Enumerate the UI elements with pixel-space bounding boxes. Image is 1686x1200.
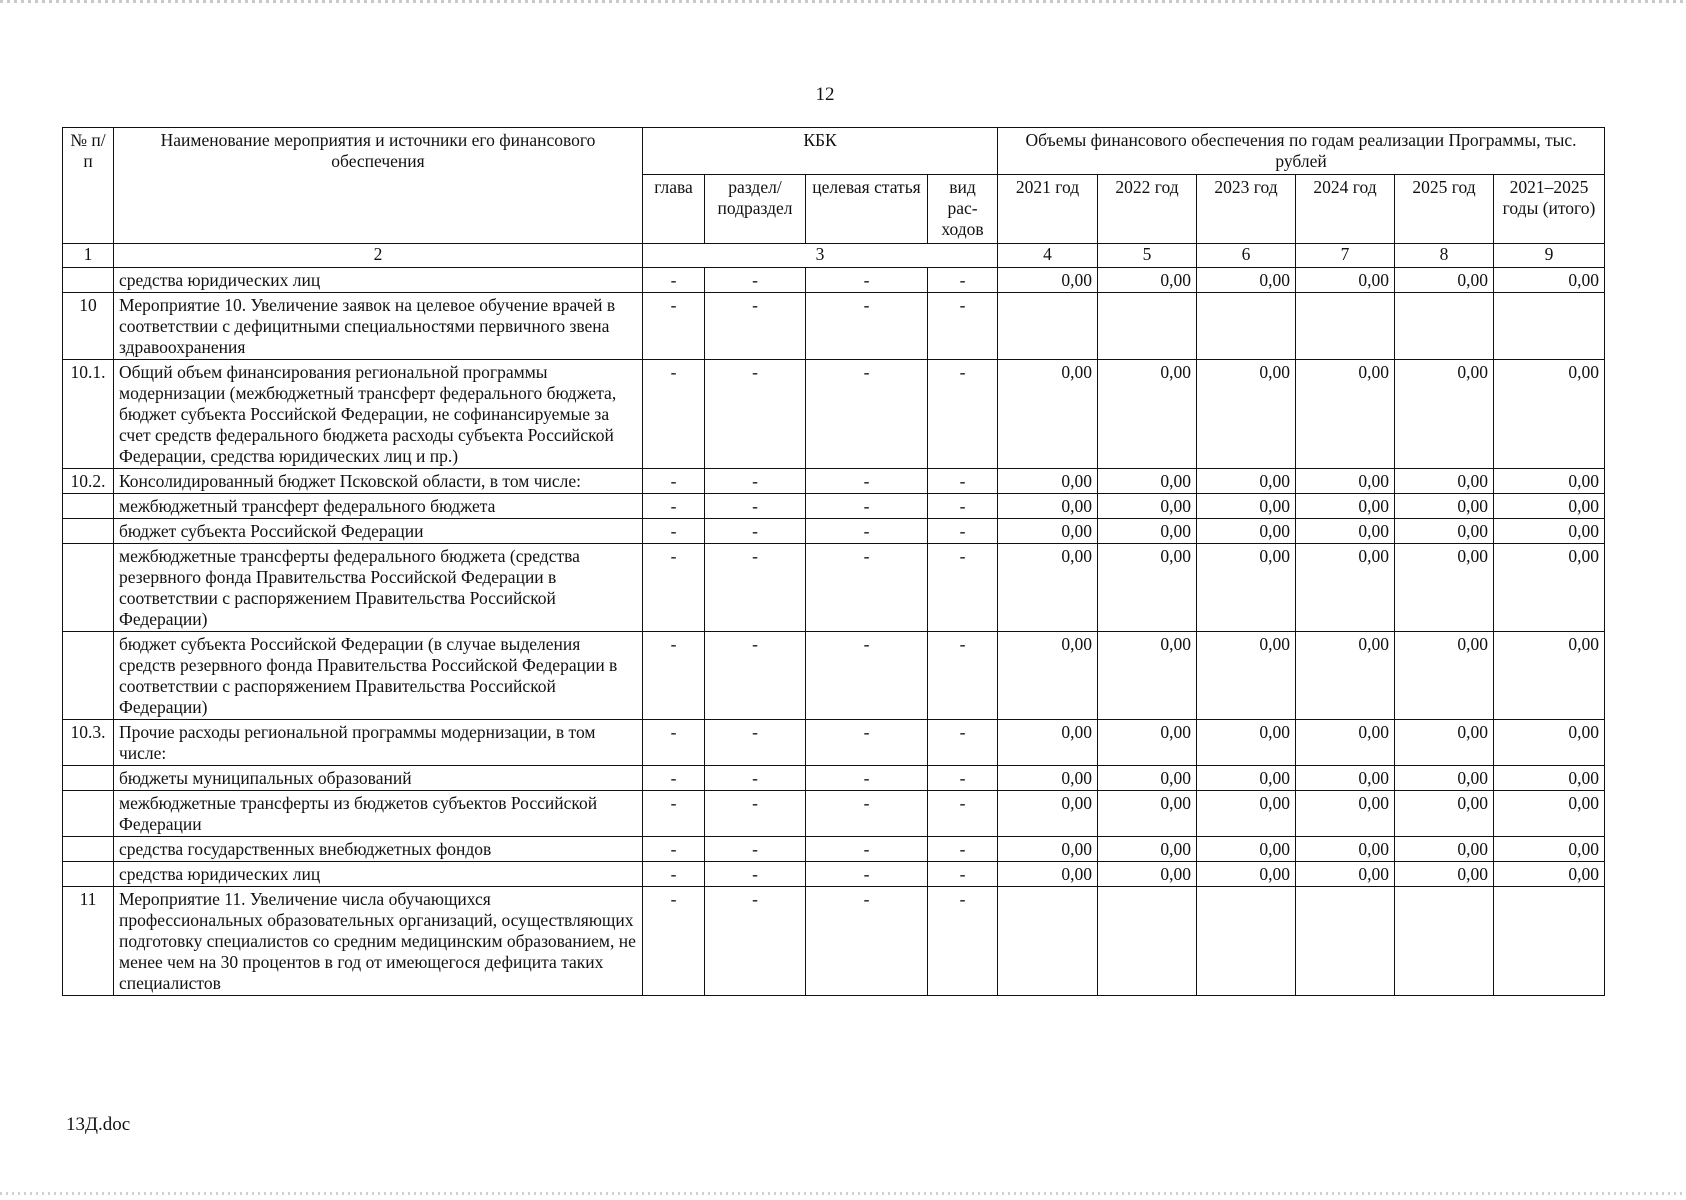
- value-cell: 0,00: [1494, 791, 1605, 837]
- col-header-year-2021: 2021 год: [998, 175, 1098, 244]
- kbk-cell: -: [705, 544, 806, 632]
- row-number: [63, 632, 114, 720]
- value-cell: 0,00: [1395, 632, 1494, 720]
- value-cell: 0,00: [998, 544, 1098, 632]
- col-header-name: Наименование мероприятия и источники его финансового обеспечения: [114, 128, 643, 244]
- value-cell: 0,00: [1296, 494, 1395, 519]
- value-cell: 0,00: [998, 519, 1098, 544]
- kbk-cell: -: [806, 766, 928, 791]
- value-cell: 0,00: [1494, 766, 1605, 791]
- kbk-cell: -: [806, 360, 928, 469]
- kbk-cell: -: [928, 791, 998, 837]
- value-cell: 0,00: [1197, 469, 1296, 494]
- col-header-glava: глава: [643, 175, 705, 244]
- value-cell: 0,00: [998, 766, 1098, 791]
- value-cell: 0,00: [1197, 837, 1296, 862]
- table-row: [63, 544, 1605, 632]
- table-row: [63, 887, 1605, 996]
- kbk-cell: -: [705, 837, 806, 862]
- value-cell: 0,00: [1296, 544, 1395, 632]
- value-cell: 0,00: [1098, 494, 1197, 519]
- row-number: [63, 791, 114, 837]
- value-cell: 0,00: [1395, 837, 1494, 862]
- column-index: 8: [1395, 244, 1494, 268]
- value-cell: 0,00: [1296, 720, 1395, 766]
- kbk-cell: -: [928, 519, 998, 544]
- kbk-cell: -: [643, 544, 705, 632]
- row-name: Мероприятие 11. Увеличение числа обучающихся профессиональных образовательных организаций, осуществляющих подготовку специалистов со средним медицинским образованием, не менее чем на 30 процентов в год от имеющегося дефицита таких специалистов: [114, 887, 643, 996]
- col-header-vid: вид рас- ходов: [928, 175, 998, 244]
- kbk-cell: -: [928, 862, 998, 887]
- value-cell: 0,00: [1197, 766, 1296, 791]
- column-index-row: [63, 244, 1605, 268]
- row-name: средства юридических лиц: [114, 268, 643, 293]
- kbk-cell: -: [705, 632, 806, 720]
- value-cell: 0,00: [1296, 766, 1395, 791]
- value-cell: 0,00: [1098, 519, 1197, 544]
- row-name: бюджет субъекта Российской Федерации: [114, 519, 643, 544]
- value-cell: 0,00: [1395, 720, 1494, 766]
- kbk-cell: -: [705, 766, 806, 791]
- kbk-cell: -: [806, 268, 928, 293]
- kbk-cell: -: [643, 720, 705, 766]
- value-cell: [1395, 887, 1494, 996]
- col-header-celevaya: целевая статья: [806, 175, 928, 244]
- value-cell: 0,00: [1296, 791, 1395, 837]
- kbk-cell: -: [643, 862, 705, 887]
- value-cell: 0,00: [1395, 519, 1494, 544]
- value-cell: 0,00: [1098, 469, 1197, 494]
- value-cell: 0,00: [1395, 268, 1494, 293]
- kbk-cell: -: [705, 720, 806, 766]
- value-cell: 0,00: [998, 360, 1098, 469]
- value-cell: 0,00: [998, 494, 1098, 519]
- value-cell: 0,00: [1098, 862, 1197, 887]
- value-cell: [1197, 293, 1296, 360]
- table-row: [63, 632, 1605, 720]
- value-cell: 0,00: [1197, 544, 1296, 632]
- col-header-razdel: раздел/ подраздел: [705, 175, 806, 244]
- kbk-cell: -: [928, 469, 998, 494]
- value-cell: 0,00: [998, 791, 1098, 837]
- value-cell: 0,00: [1494, 544, 1605, 632]
- value-cell: 0,00: [1197, 360, 1296, 469]
- row-number: [63, 519, 114, 544]
- value-cell: 0,00: [1395, 862, 1494, 887]
- value-cell: 0,00: [1098, 632, 1197, 720]
- kbk-cell: -: [806, 862, 928, 887]
- row-name: Прочие расходы региональной программы модернизации, в том числе:: [114, 720, 643, 766]
- kbk-cell: -: [643, 766, 705, 791]
- kbk-cell: -: [705, 469, 806, 494]
- col-header-year-2022: 2022 год: [1098, 175, 1197, 244]
- column-index: 6: [1197, 244, 1296, 268]
- value-cell: 0,00: [1098, 720, 1197, 766]
- kbk-cell: -: [643, 837, 705, 862]
- column-index: 9: [1494, 244, 1605, 268]
- scan-edge-bottom: [0, 1192, 1686, 1195]
- value-cell: 0,00: [1494, 519, 1605, 544]
- row-number: 10.3.: [63, 720, 114, 766]
- value-cell: 0,00: [1395, 791, 1494, 837]
- row-name: бюджет субъекта Российской Федерации (в случае выделения средств резервного фонда Правительства Российской Федерации в соответствии с распоряжением Правительства Российской Федерации): [114, 632, 643, 720]
- kbk-cell: -: [806, 632, 928, 720]
- row-number: [63, 494, 114, 519]
- value-cell: 0,00: [1494, 360, 1605, 469]
- value-cell: 0,00: [1395, 469, 1494, 494]
- value-cell: 0,00: [1395, 494, 1494, 519]
- kbk-cell: -: [928, 293, 998, 360]
- value-cell: 0,00: [1197, 268, 1296, 293]
- scan-edge-top: [0, 0, 1686, 3]
- value-cell: [998, 293, 1098, 360]
- kbk-cell: -: [806, 720, 928, 766]
- value-cell: 0,00: [1494, 494, 1605, 519]
- value-cell: 0,00: [1395, 360, 1494, 469]
- value-cell: 0,00: [1197, 632, 1296, 720]
- col-header-kbk: КБК: [643, 128, 998, 175]
- value-cell: [1395, 293, 1494, 360]
- row-number: [63, 766, 114, 791]
- value-cell: [1494, 293, 1605, 360]
- row-name: межбюджетный трансферт федерального бюджета: [114, 494, 643, 519]
- table-row: [63, 360, 1605, 469]
- kbk-cell: -: [806, 519, 928, 544]
- col-header-volumes: Объемы финансового обеспечения по годам реализации Программы, тыс. рублей: [998, 128, 1605, 175]
- row-number: [63, 544, 114, 632]
- kbk-cell: -: [806, 791, 928, 837]
- column-index: 3: [643, 244, 998, 268]
- kbk-cell: -: [806, 544, 928, 632]
- kbk-cell: -: [928, 766, 998, 791]
- col-header-year-2024: 2024 год: [1296, 175, 1395, 244]
- value-cell: 0,00: [1494, 862, 1605, 887]
- kbk-cell: -: [705, 494, 806, 519]
- value-cell: 0,00: [1296, 837, 1395, 862]
- kbk-cell: -: [928, 360, 998, 469]
- value-cell: 0,00: [998, 862, 1098, 887]
- kbk-cell: -: [806, 494, 928, 519]
- row-number: [63, 862, 114, 887]
- kbk-cell: -: [705, 791, 806, 837]
- value-cell: 0,00: [1494, 837, 1605, 862]
- page-number: 12: [815, 84, 835, 105]
- row-name: средства государственных внебюджетных фондов: [114, 837, 643, 862]
- value-cell: [998, 887, 1098, 996]
- value-cell: 0,00: [1395, 766, 1494, 791]
- column-index: 2: [114, 244, 643, 268]
- value-cell: [1296, 887, 1395, 996]
- col-header-year-2023: 2023 год: [1197, 175, 1296, 244]
- kbk-cell: -: [643, 268, 705, 293]
- value-cell: 0,00: [1098, 544, 1197, 632]
- kbk-cell: -: [705, 293, 806, 360]
- value-cell: 0,00: [998, 268, 1098, 293]
- kbk-cell: -: [643, 632, 705, 720]
- financing-table: [62, 127, 1605, 996]
- value-cell: 0,00: [1296, 268, 1395, 293]
- table-row: [63, 791, 1605, 837]
- row-number: 10.2.: [63, 469, 114, 494]
- value-cell: 0,00: [1494, 268, 1605, 293]
- row-number: [63, 268, 114, 293]
- table-row: [63, 293, 1605, 360]
- value-cell: [1098, 887, 1197, 996]
- kbk-cell: -: [643, 360, 705, 469]
- col-header-num: № п/п: [63, 128, 114, 244]
- kbk-cell: -: [705, 360, 806, 469]
- value-cell: 0,00: [1296, 519, 1395, 544]
- value-cell: 0,00: [1296, 632, 1395, 720]
- col-header-year-2025: 2025 год: [1395, 175, 1494, 244]
- row-name: бюджеты муниципальных образований: [114, 766, 643, 791]
- table-body: [63, 268, 1605, 996]
- kbk-cell: -: [643, 469, 705, 494]
- value-cell: [1296, 293, 1395, 360]
- kbk-cell: -: [643, 494, 705, 519]
- value-cell: 0,00: [1494, 720, 1605, 766]
- document-filename: 13Д.doc: [66, 1114, 131, 1135]
- row-name: межбюджетные трансферты федерального бюджета (средства резервного фонда Правительства Российской Федерации в соответствии с распоряжением Правительства Российской Федерации): [114, 544, 643, 632]
- kbk-cell: -: [705, 862, 806, 887]
- value-cell: 0,00: [1197, 494, 1296, 519]
- kbk-cell: -: [928, 544, 998, 632]
- value-cell: 0,00: [1296, 360, 1395, 469]
- kbk-cell: -: [928, 720, 998, 766]
- column-index: 1: [63, 244, 114, 268]
- kbk-cell: -: [806, 837, 928, 862]
- value-cell: 0,00: [1494, 632, 1605, 720]
- value-cell: 0,00: [1395, 544, 1494, 632]
- row-name: Консолидированный бюджет Псковской области, в том числе:: [114, 469, 643, 494]
- kbk-cell: -: [928, 837, 998, 862]
- kbk-cell: -: [705, 268, 806, 293]
- table-row: [63, 268, 1605, 293]
- value-cell: 0,00: [998, 469, 1098, 494]
- kbk-cell: -: [643, 293, 705, 360]
- table-row: [63, 837, 1605, 862]
- row-name: Мероприятие 10. Увеличение заявок на целевое обучение врачей в соответствии с дефицитными специальностями первичного звена здравоохранения: [114, 293, 643, 360]
- value-cell: 0,00: [1098, 837, 1197, 862]
- value-cell: 0,00: [1197, 519, 1296, 544]
- value-cell: [1098, 293, 1197, 360]
- row-number: 10.1.: [63, 360, 114, 469]
- kbk-cell: -: [928, 268, 998, 293]
- kbk-cell: -: [643, 791, 705, 837]
- table-row: [63, 862, 1605, 887]
- value-cell: 0,00: [1098, 268, 1197, 293]
- col-header-total: 2021–2025 годы (итого): [1494, 175, 1605, 244]
- table-row: [63, 494, 1605, 519]
- kbk-cell: -: [928, 632, 998, 720]
- value-cell: 0,00: [1296, 862, 1395, 887]
- kbk-cell: -: [928, 887, 998, 996]
- row-name: Общий объем финансирования региональной программы модернизации (межбюджетный трансферт федерального бюджета, бюджет субъекта Российской Федерации, не софинансируемые за счет средств федерального бюджета расходы субъекта Российской Федерации, средства юридических лиц и пр.): [114, 360, 643, 469]
- table-header: [63, 128, 1605, 268]
- kbk-cell: -: [705, 519, 806, 544]
- column-index: 4: [998, 244, 1098, 268]
- kbk-cell: -: [928, 494, 998, 519]
- value-cell: 0,00: [1098, 360, 1197, 469]
- value-cell: 0,00: [1098, 766, 1197, 791]
- table-row: [63, 720, 1605, 766]
- row-number: 10: [63, 293, 114, 360]
- row-name: средства юридических лиц: [114, 862, 643, 887]
- kbk-cell: -: [643, 519, 705, 544]
- value-cell: 0,00: [1197, 791, 1296, 837]
- value-cell: 0,00: [1197, 720, 1296, 766]
- value-cell: 0,00: [1296, 469, 1395, 494]
- kbk-cell: -: [806, 293, 928, 360]
- value-cell: 0,00: [1098, 791, 1197, 837]
- value-cell: [1197, 887, 1296, 996]
- table-row: [63, 766, 1605, 791]
- kbk-cell: -: [806, 469, 928, 494]
- kbk-cell: -: [643, 887, 705, 996]
- value-cell: [1494, 887, 1605, 996]
- table-row: [63, 519, 1605, 544]
- table-row: [63, 469, 1605, 494]
- column-index: 7: [1296, 244, 1395, 268]
- value-cell: 0,00: [1197, 862, 1296, 887]
- value-cell: 0,00: [998, 720, 1098, 766]
- row-number: 11: [63, 887, 114, 996]
- row-name: межбюджетные трансферты из бюджетов субъектов Российской Федерации: [114, 791, 643, 837]
- kbk-cell: -: [806, 887, 928, 996]
- value-cell: 0,00: [998, 837, 1098, 862]
- kbk-cell: -: [705, 887, 806, 996]
- value-cell: 0,00: [1494, 469, 1605, 494]
- column-index: 5: [1098, 244, 1197, 268]
- row-number: [63, 837, 114, 862]
- value-cell: 0,00: [998, 632, 1098, 720]
